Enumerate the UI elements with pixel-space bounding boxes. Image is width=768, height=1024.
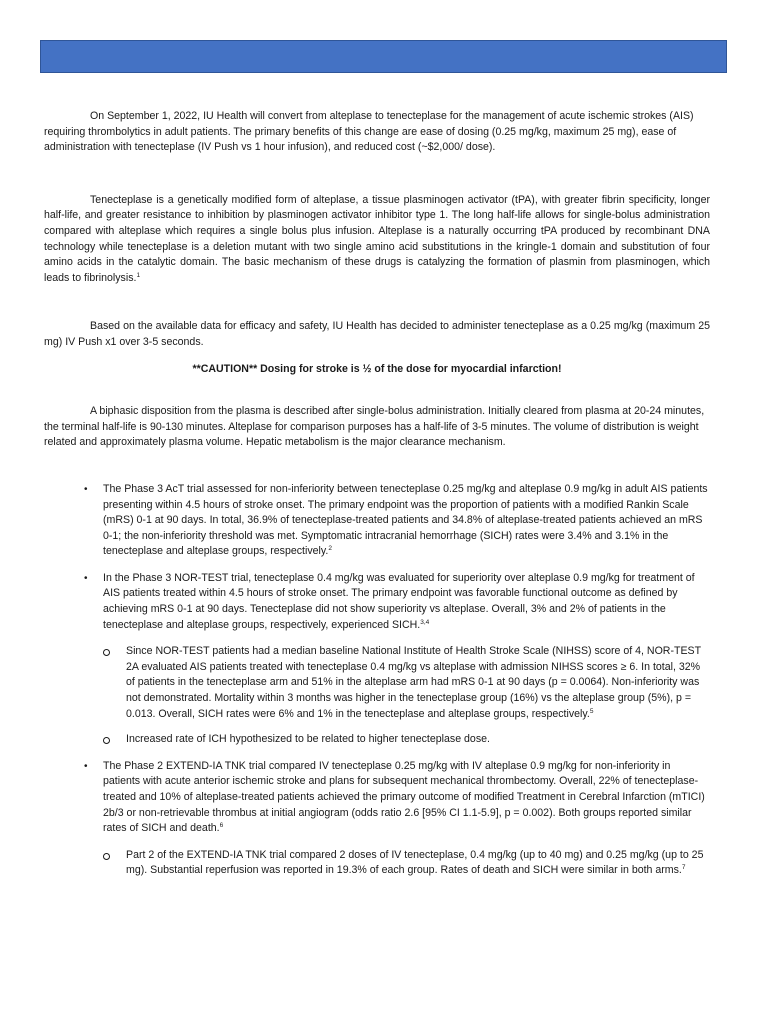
footnote-ref: 3,4 [420, 618, 430, 626]
sub-list-item: Part 2 of the EXTEND-IA TNK trial compared 2 doses of IV tenecteplase, 0.4 mg/kg (up to 40 mg) and 0.25 mg/kg (up to 25 mg). Substantial reperfusion was reported in 19.3% of each group. Rates of death and SICH were similar in both arms.$^7$ [103, 848, 710, 879]
trial-list [44, 482, 710, 879]
list-item: • The Phase 3 AcT trial assessed for non-inferiority between tenecteplase 0.25 mg/kg and alteplase 0.9 mg/kg in adult AIS patients presenting within 4.5 hours of stroke onset. The primary endpoint was the proportion of patients with a modified Rankin Scale (mRS) 0-1 at 90 days. In total, 36.9% of tenecteplase-treated patients and 34.8% of alteplase-treated patients achieved an mRS 0-1; the non-inferiority threshold was met. Symptomatic intracranial hemorrhage (SICH) rates were 3.4% and 3.1% in the tenecteplase and alteplase groups, respectively.$^2$ [84, 482, 708, 558]
circle-bullet-icon [103, 853, 110, 860]
bullet-icon: • [84, 572, 88, 584]
list-item: • The Phase 2 EXTEND-IA TNK trial compared IV tenecteplase 0.25 mg/kg with IV alteplase 0.9 mg/kg for non-inferiority in patients with acute anterior ischemic stroke and plans for subsequent mechanical thrombectomy. Overall, 22% of tenecteplase-treated and 10% of alteplase-treated patients achieved the primary outcome of modified Treatment in Cerebral Infarction (mTICI) 2b/3 or non-retrievable thrombus at initial angiogram (odds ratio 2.6 [95% CI 1.1-5.9], p = 0.002). Both groups reported similar rates of SICH and death.$^6$ Part 2 of the EXTEND-IA TNK trial compared 2 doses of IV tenecteplase, 0.4 mg/kg (up to 40 mg) and 0.25 mg/kg (up to 25 mg). Substantial reperfusion was reported in 19.3% of each group. Rates of death and SICH were similar in both arms.$^7$ [44, 759, 710, 879]
caution-note: **CAUTION** Dosing for stroke is ½ of the dose for myocardial infarction! [192, 362, 562, 375]
background-paragraph: Tenecteplase is a genetically modified form of alteplase, a tissue plasminogen activator (tPA), with greater fibrin specificity, longer half-life, and greater resistance to inhibition by plasminogen activator inhibitor type 1. The long half-life allows for single-bolus administration compared with alteplase which requires a single bolus plus infusion. Alteplase is a naturally occurring tPA produced by recombinant DNA technology while tenecteplase is a deletion mutant with two single amino acid substitutions in the kringle-1 domain and substitution of four amino acids in the catalytic domain. The basic mechanism of these drugs is catalyzing the formation of plasmin from plasminogen, which leads to fibrinolysis.$^1$ [44, 193, 710, 284]
footnote-ref: 7 [681, 864, 686, 872]
footnote-ref: 6 [219, 822, 224, 830]
pharmacokinetics-paragraph: A biphasic disposition from the plasma is described after single-bolus administration. Initially cleared from plasma at 20-24 minutes, the terminal half-life is 90-130 minutes. Alteplase for comparison purposes has a half-life of 3-5 minutes. The volume of distribution is weight related and approximately plasma volume. Hepatic metabolism is the major clearance mechanism. [44, 405, 705, 449]
sub-list [103, 848, 710, 879]
intro-paragraph: On September 1, 2022, IU Health will convert from alteplase to tenecteplase for the management of acute ischemic strokes (AIS) requiring thrombolytics in adult patients. The primary benefits of this change are ease of dosing (0.25 mg/kg, maximum 25 mg), ease of administration with tenecteplase (IV Push vs 1 hour infusion), and reduced cost (~$2,000/ dose). [44, 110, 694, 154]
document-body [44, 109, 710, 890]
sub-list [103, 644, 710, 748]
footnote-ref: 1 [136, 271, 141, 279]
list-item: • In the Phase 3 NOR-TEST trial, tenecteplase 0.4 mg/kg was evaluated for superiority over alteplase 0.9 mg/kg for treatment of AIS patients treated within 4.5 hours of stroke onset. The primary endpoint was favorable functional outcome as defined by achieving mRS 0-1 at 90 days. Tenecteplase did not show superiority vs alteplase. Overall, 3% and 2% of patients in the tenecteplase and alteplase groups, respectively, experienced SICH.$^{3,4}$ Since NOR-TEST patients had a median baseline National Institute of Health Stroke Scale (NIHSS) score of 4, NOR-TEST 2A evaluated AIS patients treated with tenecteplase 0.4 mg/kg vs alteplase with admission NIHSS scores ≥ 6. In total, 32% of patients in the tenecteplase arm and 51% in the alteplase arm had mRS 0-1 at 90 days (p = 0.0064). Non-inferiority was not demonstrated. Mortality within 3 months was higher in the tenecteplase group (16%) vs the alteplase group (5%), p = 0.013. Overall, SICH rates were 6% and 1% in the tenecteplase and alteplase groups, respectively.$^5$ Increased rate of ICH hypothesized to be related to higher tenecteplase dose. [44, 571, 710, 748]
bullet-icon: • [84, 760, 88, 772]
bullet-icon: • [84, 483, 88, 495]
sub-list-item: Since NOR-TEST patients had a median baseline National Institute of Health Stroke Scale (NIHSS) score of 4, NOR-TEST 2A evaluated AIS patients treated with tenecteplase 0.4 mg/kg vs alteplase with admission NIHSS scores ≥ 6. In total, 32% of patients in the tenecteplase arm and 51% in the alteplase arm had mRS 0-1 at 90 days (p = 0.0064). Non-inferiority was not demonstrated. Mortality within 3 months was higher in the tenecteplase group (16%) vs the alteplase group (5%), p = 0.013. Overall, SICH rates were 6% and 1% in the tenecteplase and alteplase groups, respectively.$^5$ [103, 644, 710, 722]
circle-bullet-icon [103, 737, 110, 744]
header-band [40, 40, 727, 73]
circle-bullet-icon [103, 649, 110, 656]
dosing-paragraph: Based on the available data for efficacy and safety, IU Health has decided to administer tenecteplase as a 0.25 mg/kg (maximum 25 mg) IV Push x1 over 3-5 seconds. [44, 320, 710, 348]
footnote-ref: 2 [328, 545, 332, 553]
footnote-ref: 5 [589, 707, 594, 715]
sub-list-item: Increased rate of ICH hypothesized to be related to higher tenecteplase dose. [103, 732, 710, 748]
